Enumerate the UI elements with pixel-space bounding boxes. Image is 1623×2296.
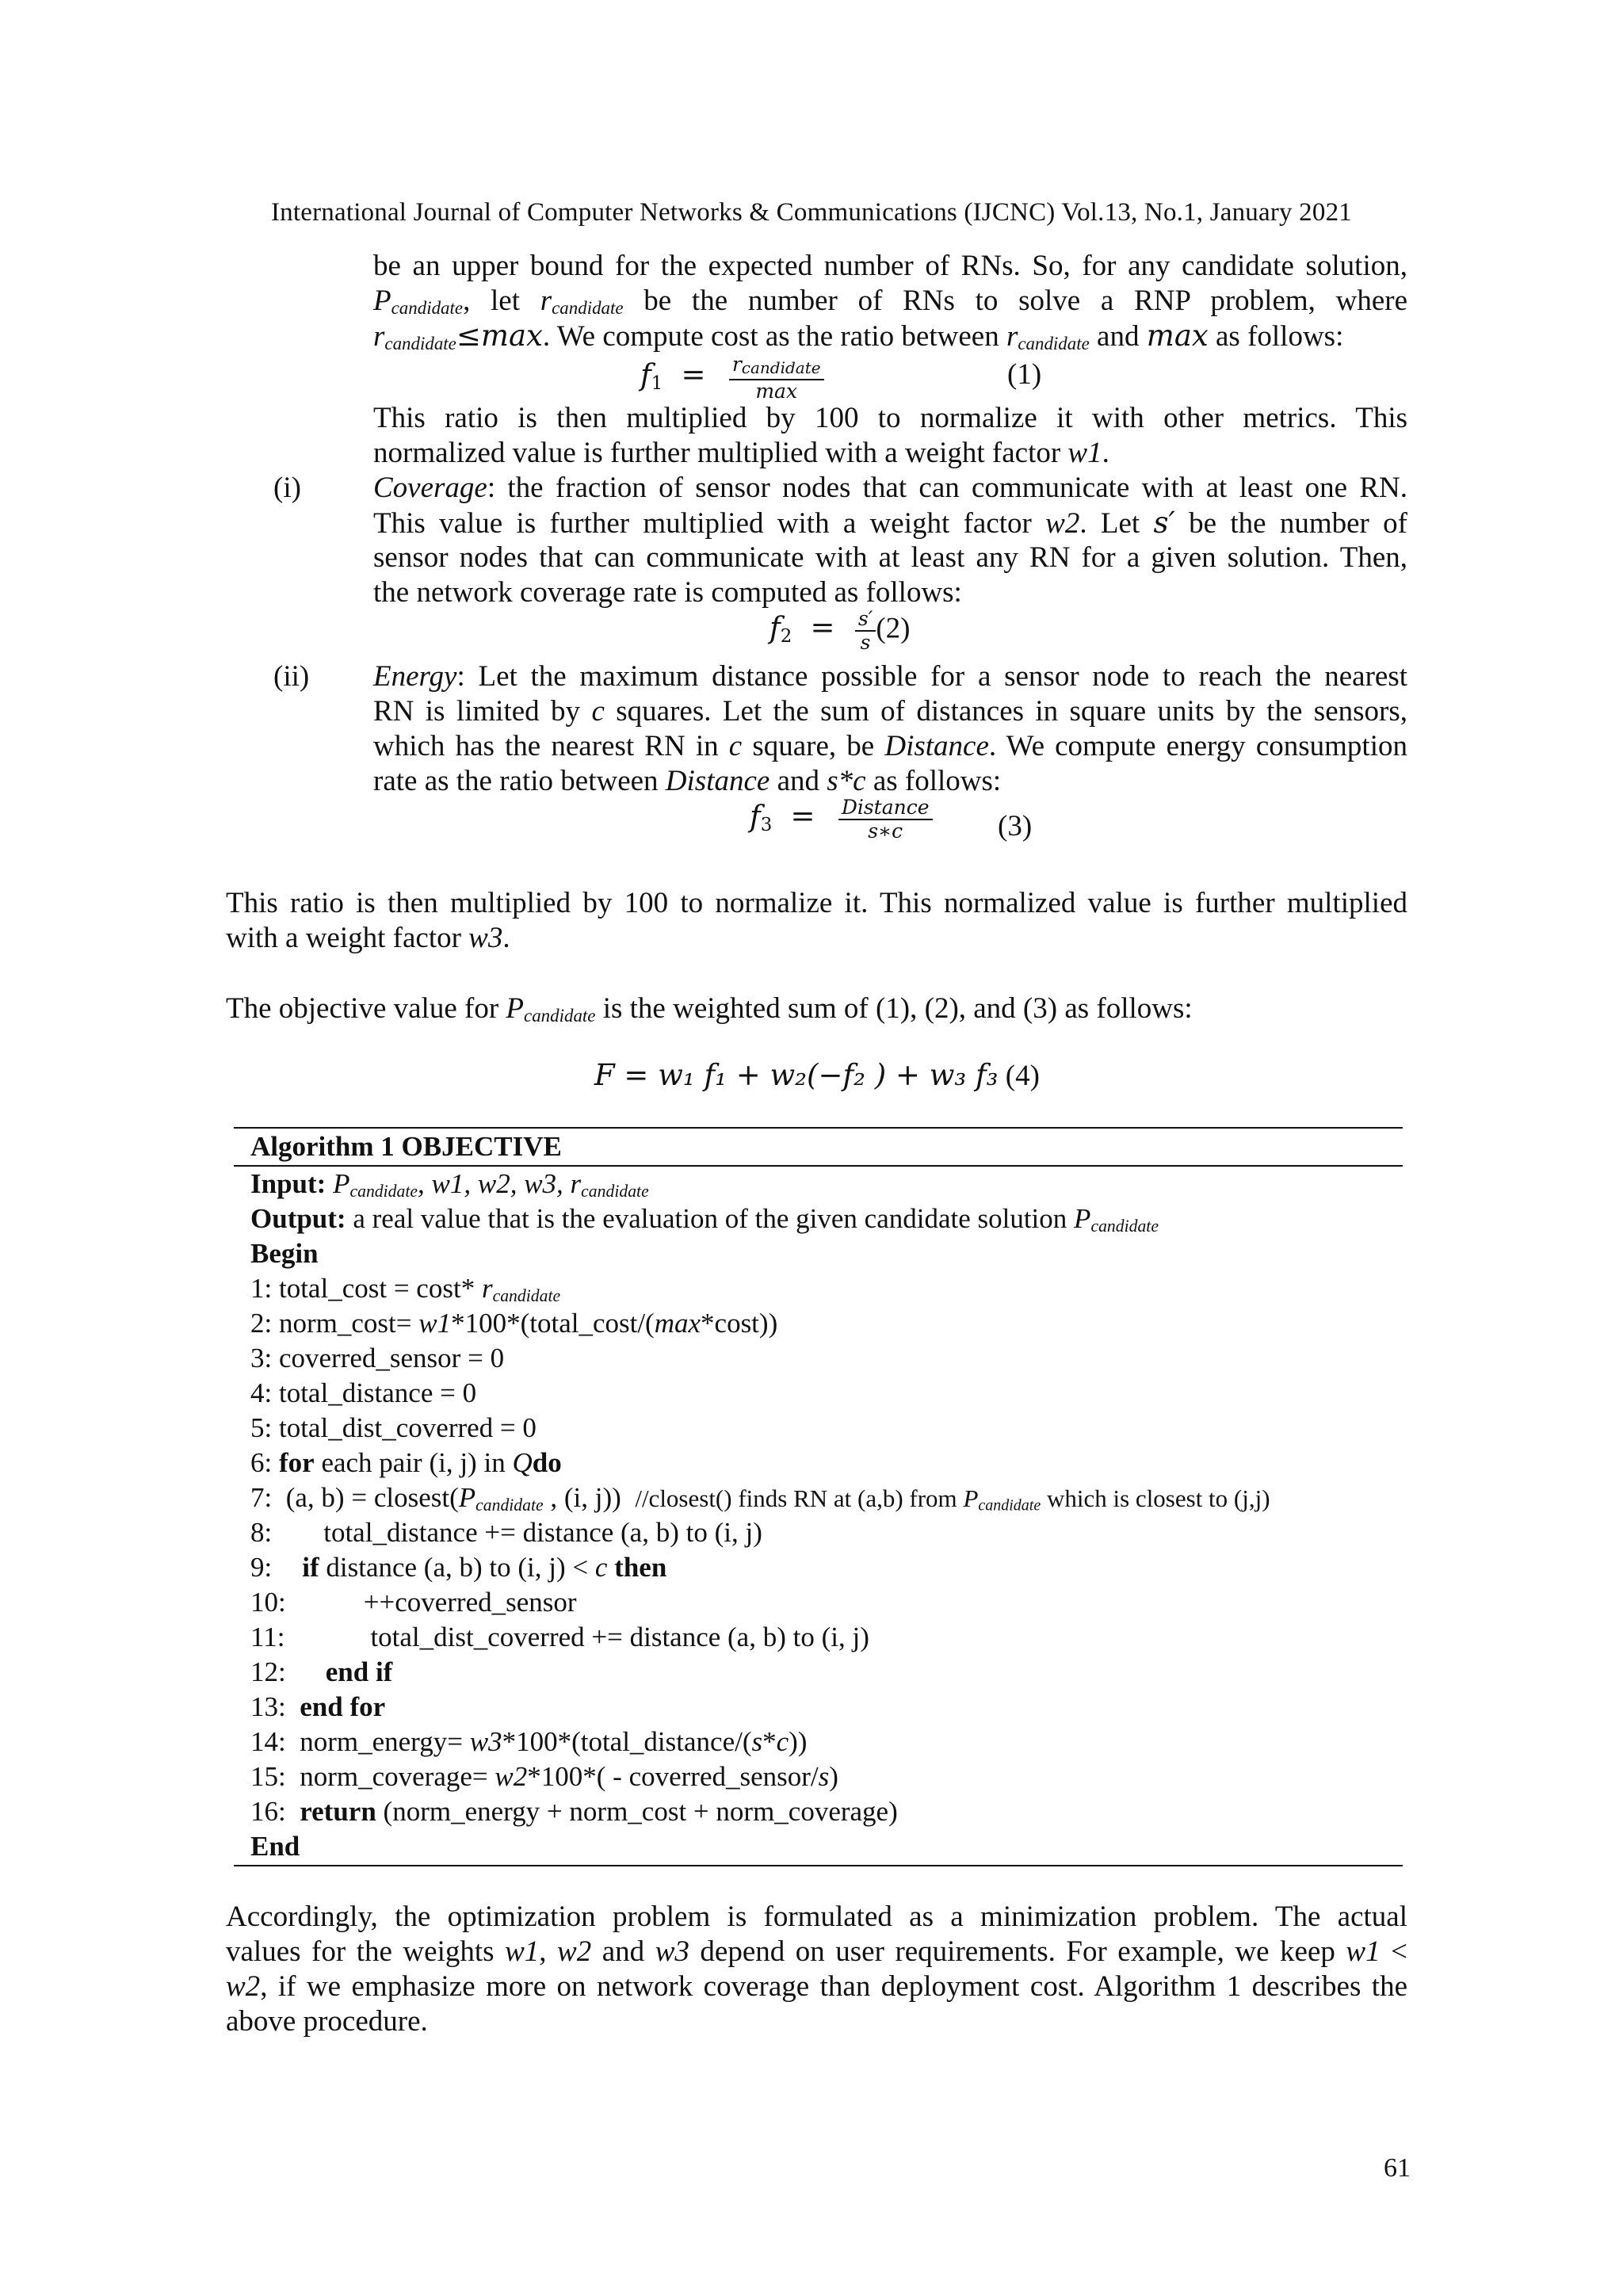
paragraph-line: $r_{candidate}\le\max$. We compute cost as the ratio between $r_{candidate}$ and max as follows:	[373, 319, 1344, 354]
paragraph-line: above procedure.	[226, 2005, 428, 2038]
algorithm-line: 16: return (norm_energy + norm_cost + norm_coverage)	[250, 1796, 898, 1827]
algorithm-output: Output: a real value that is the evaluation of the given candidate solution $P_{candidate}$	[250, 1203, 1159, 1236]
journal-header: International Journal of Computer Networks & Communications (IJCNC) Vol.13, No.1, January 2021	[270, 198, 1352, 227]
algorithm-line: 1: total_cost = cost* $r_{candidate}$	[250, 1273, 561, 1305]
paragraph-line: $P_{candidate}$, let $r_{candidate}$ be the number of RNs to solve a RNP problem, where	[373, 285, 1407, 319]
paragraph-line: Coverage: the fraction of sensor nodes that can communicate with at least one RN.	[373, 472, 1407, 504]
paragraph-line: which has the nearest RN in c square, be Distance. We compute energy consumption	[373, 730, 1407, 762]
page-number: 61	[1384, 2153, 1411, 2183]
equation-number: (4)	[1005, 1060, 1040, 1092]
algorithm-top-rule	[234, 1127, 1403, 1129]
algorithm-line: 3: coverred_sensor = 0	[250, 1343, 505, 1373]
algorithm-line: 5: total_dist_coverred = 0	[250, 1412, 537, 1443]
algorithm-line: 15: norm_coverage= w2*100*( - coverred_sensor/s)	[250, 1761, 838, 1792]
paragraph-line: Accordingly, the optimization problem is formulated as a minimization problem. The actual	[226, 1901, 1407, 1933]
paragraph-line: This ratio is then multiplied by 100 to normalize it. This normalized value is further multiplied	[226, 887, 1407, 919]
equation-number: (1)	[1007, 358, 1042, 391]
list-marker: (ii)	[273, 660, 310, 693]
equation-2: f2 = $\frac{s'}{s}$ (2)	[769, 607, 911, 654]
paragraph-line: normalized value is further multiplied with a weight factor w1.	[373, 437, 1109, 469]
paragraph-line: sensor nodes that can communicate with at least any RN for a given solution. Then,	[373, 541, 1407, 574]
algorithm-line: 6: for each pair (i, j) in Qdo	[250, 1447, 562, 1478]
paragraph-line: the network coverage rate is computed as follows:	[373, 576, 962, 609]
algorithm-line: 8: total_distance += distance (a, b) to (i, j)	[250, 1517, 762, 1548]
algorithm-line: 14: norm_energy= w3*100*(total_distance/(s*c))	[250, 1726, 808, 1757]
equation-number: (2)	[876, 612, 911, 645]
algorithm-begin: Begin	[250, 1238, 319, 1269]
paragraph-line: Energy: Let the maximum distance possible for a sensor node to reach the nearest	[373, 660, 1407, 693]
paragraph-line: values for the weights w1, w2 and w3 depend on user requirements. For example, we keep w1 <	[226, 1935, 1407, 1968]
paragraph-line: This ratio is then multiplied by 100 to normalize it with other metrics. This	[373, 402, 1407, 434]
algorithm-line: 4: total_distance = 0	[250, 1377, 477, 1408]
paragraph-line: w2, if we emphasize more on network coverage than deployment cost. Algorithm 1 describes the	[226, 1970, 1407, 2003]
algorithm-line: 2: norm_cost= w1*100*(total_cost/(max*cost))	[250, 1308, 778, 1339]
algorithm-line: 7: (a, $b) = closest(P_{candidate}$ , (i, j)) //closest() finds RN at (a,b) from $P_{candidate}$ which is closest to (j,j)	[250, 1482, 1270, 1515]
list-marker: (i)	[273, 472, 301, 504]
algorithm-line: 13: end for	[250, 1691, 386, 1722]
equation-3: f3 = $\frac{\text{Distance}}{s∗c}$	[750, 797, 938, 842]
equation-number: (3)	[998, 810, 1033, 842]
fraction: $\frac{s'}{s}$	[855, 608, 876, 654]
equation-1: f1 = $\frac{\text{rcandidate}}{\max}$	[640, 353, 829, 403]
equation-4: F = w₁ f₁ + w₂(−f₂ ) + w₃ f₃ (4)	[594, 1058, 1040, 1092]
algorithm-input: Input: $P_{candidate}$, w1, w2, w3, $r_{candidate}$	[250, 1168, 649, 1201]
paragraph-line: The objective value for $P_{candidate}$ is the weighted sum of (1), (2), and (3) as follows:	[226, 992, 1193, 1026]
algorithm-line: 12: end if	[250, 1656, 393, 1687]
paragraph-line: with a weight factor w3.	[226, 922, 510, 954]
algorithm-line: 9: if distance (a, b) to (i, j) < c then	[250, 1552, 667, 1583]
fraction: $\frac{\text{rcandidate}}{\max}$	[729, 353, 824, 403]
algorithm-title: Algorithm 1 OBJECTIVE	[250, 1131, 562, 1162]
fraction: $\frac{\text{Distance}}{s∗c}$	[838, 797, 933, 842]
algorithm-line: 11: total_dist_coverred += distance (a, b) to (i, j)	[250, 1622, 869, 1652]
paragraph-line: This value is further multiplied with a weight factor w2. Let s′ be the number of	[373, 506, 1407, 540]
paragraph-line: be an upper bound for the expected number of RNs. So, for any candidate solution,	[373, 250, 1407, 282]
algorithm-line: 10: ++coverred_sensor	[250, 1587, 577, 1618]
algorithm-end: End	[250, 1831, 300, 1862]
paragraph-line: rate as the ratio between Distance and s*c as follows:	[373, 765, 1002, 797]
algorithm-bottom-rule	[234, 1865, 1403, 1866]
paragraph-line: RN is limited by c squares. Let the sum of distances in square units by the sensors,	[373, 695, 1407, 728]
